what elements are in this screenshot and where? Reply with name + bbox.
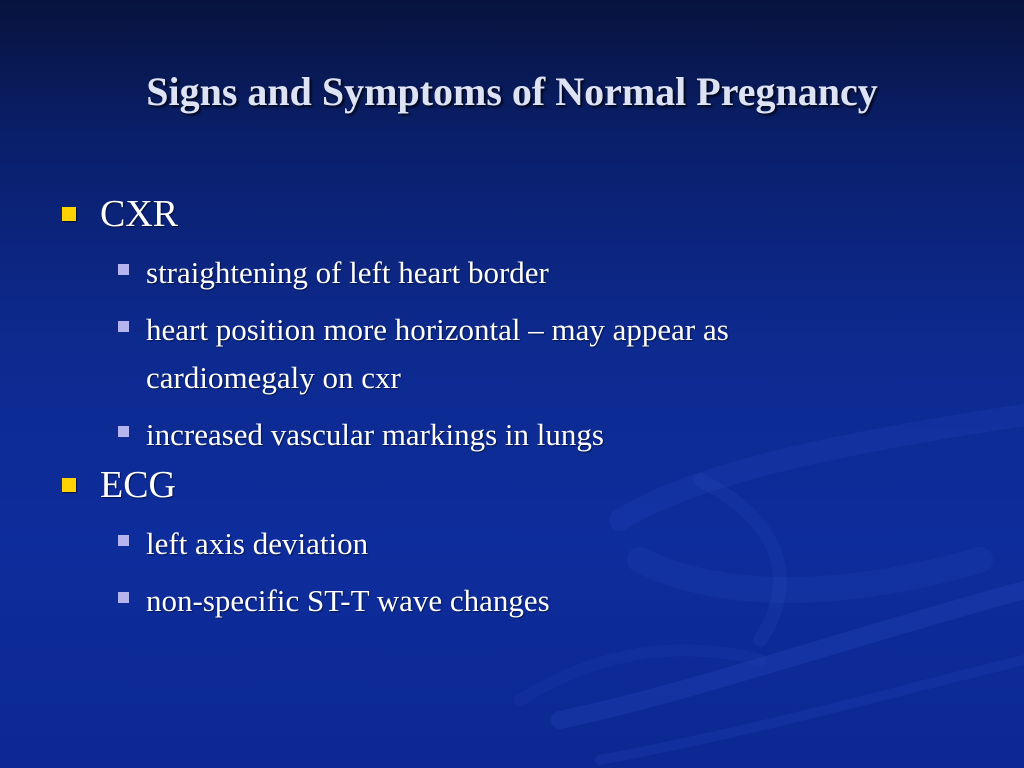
square-bullet-icon: [118, 264, 129, 275]
list-item: [62, 188, 962, 240]
sub-list-item: [118, 577, 962, 625]
bullet-text: CXR: [100, 193, 179, 235]
sub-list-item: [118, 411, 962, 459]
sub-list-item: [118, 249, 962, 297]
square-bullet-icon: [118, 321, 129, 332]
list-item: [62, 459, 962, 511]
bullet-group-ecg: [62, 459, 962, 625]
sub-list-item: [118, 520, 962, 568]
sub-bullet-text: left axis deviation: [146, 526, 369, 561]
sub-bullet-text: heart position more horizontal – may appear as cardiomegaly on cxr: [146, 312, 729, 395]
bullet-list: [62, 188, 962, 625]
sub-bullet-text: non-specific ST-T wave changes: [146, 583, 550, 618]
square-bullet-icon: [62, 478, 76, 492]
bullet-group-cxr: [62, 188, 962, 459]
square-bullet-icon: [62, 207, 76, 221]
square-bullet-icon: [118, 592, 129, 603]
square-bullet-icon: [118, 535, 129, 546]
slide-title: Signs and Symptoms of Normal Pregnancy: [146, 69, 878, 114]
square-bullet-icon: [118, 426, 129, 437]
sub-bullet-text: increased vascular markings in lungs: [146, 417, 604, 452]
bullet-text: ECG: [100, 464, 176, 506]
sub-bullet-list: [118, 520, 962, 625]
sub-bullet-list: [118, 249, 962, 459]
sub-bullet-text: straightening of left heart border: [146, 255, 549, 290]
sub-list-item: [118, 306, 962, 402]
